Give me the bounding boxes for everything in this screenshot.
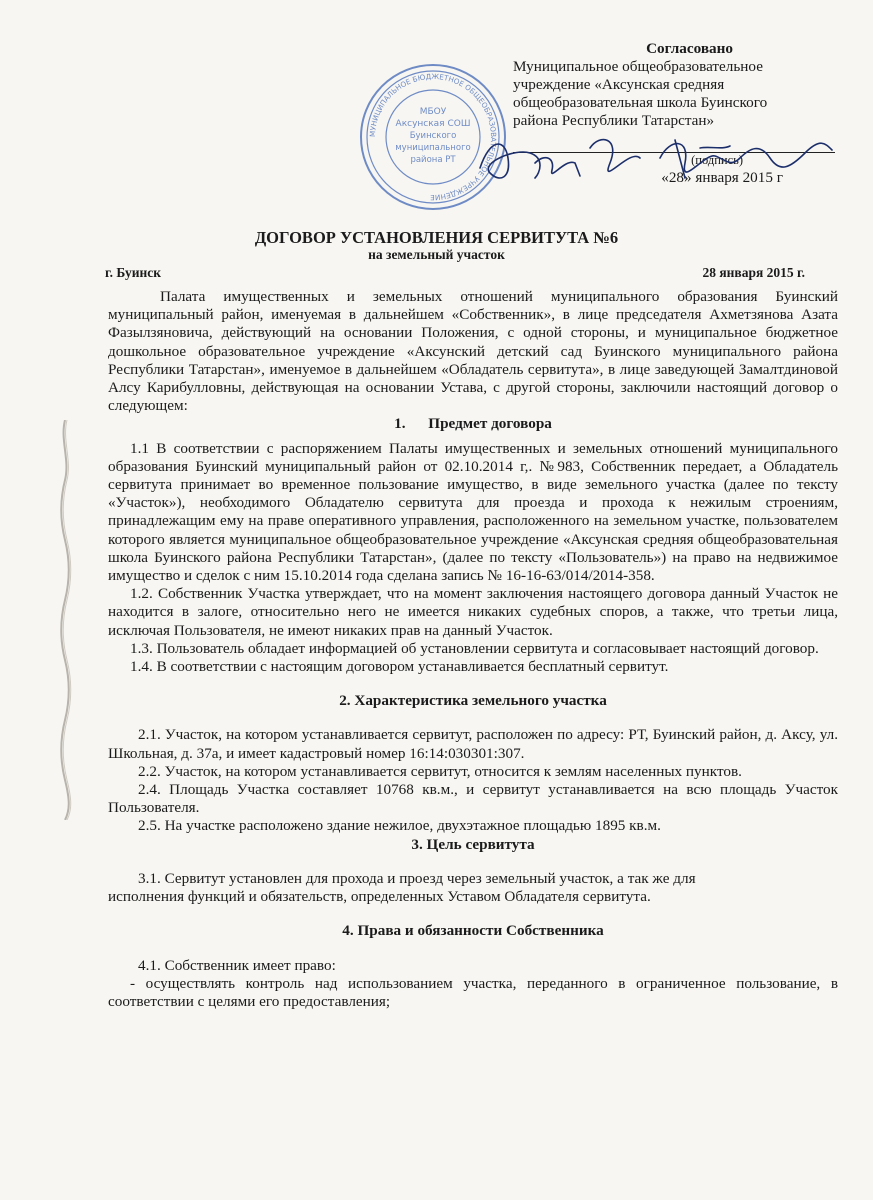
place-date-row — [105, 265, 805, 281]
document-city: г. Буинск — [105, 265, 162, 280]
section-heading: 2. Характеристика земельного участка — [339, 692, 607, 710]
approval-heading: Согласовано — [646, 40, 733, 57]
clause-paragraph: 1.2. Собственник Участка утверждает, что на момент заключения настоящего договора данный Участок не находится в залоге, относительно него не имеется никаких судебных споров, а также, что третьи лица, исключая Пользователя, не имеют никаких прав на данный Участок. — [108, 585, 838, 639]
clause-paragraph: 1.3. Пользователь обладает информацией об установлении сервитута и согласовывает настоящий договор. — [130, 639, 819, 657]
document-subtitle: на земельный участок — [368, 247, 505, 262]
clause-paragraph: 1.4. В соответствии с настоящим договором устанавливается бесплатный сервитут. — [130, 658, 669, 676]
clause-paragraph: 2.2. Участок, на котором устанавливается сервитут, относится к землям населенных пунктов. — [138, 762, 742, 780]
approval-date: «28» января 2015 г — [661, 169, 783, 186]
clause-paragraph: 2.1. Участок, на котором устанавливается сервитут, расположен по адресу: РТ, Буинский район, д. Аксу, ул. Школьная, д. 37а, и имеет кадастровый номер 16:14:030301:307. — [108, 726, 838, 762]
stamp-line: муниципального — [395, 143, 471, 153]
stamp-line: Буинского — [409, 131, 457, 141]
clause-line: исполнения функций и обязательств, определенных Уставом Обладателя сервитута. — [108, 888, 651, 906]
clause-paragraph: 2.4. Площадь Участка составляет 10768 кв.м., и сервитут устанавливается на всю площадь Участок Пользователя. — [108, 781, 838, 817]
binding-thread-icon — [58, 420, 72, 820]
document-date: 28 января 2015 г. — [702, 265, 805, 280]
approval-org-line: общеобразовательная школа Буинского — [513, 94, 768, 111]
section-number: 1. — [394, 415, 406, 433]
handwritten-signature-icon — [460, 128, 840, 188]
approval-org-line: учреждение «Аксунская средняя — [513, 76, 725, 93]
clause-paragraph: 1.1 В соответствии с распоряжением Палаты имущественных и земельных отношений муниципального образования Буинский муниципальный район от 02.10.2014 г,. №983, Собственник передает, а Обладатель сервитута принимает во временное пользование имущество, в виде земельного участка (далее по тексту «Участок»), необходимого Обладателю сервитута для проезда и прохода к нежилым строениям, принадлежащим ему на праве оперативного управления, расположенного на земельном участке, пользователем которого является муниципальное общеобразовательное учреждение «Аксунская средняя общеобразовательная школа Буинского района Республики Татарстан», (далее по тексту «Пользователь») на право на недвижимое имущество и сделок с ним 15.10.2014 года сделана запись № 16-16-63/014/2014-358. — [108, 439, 838, 585]
signature-caption: (подпись) — [691, 153, 743, 167]
intro-paragraph: Палата имущественных и земельных отношений муниципального образования Буинский муниципальный район, именуемая в дальнейшем «Собственник», в лице председателя Ахметзянова Азата Фазылзяновича, действующий на основании Положения, с одной стороны, и муниципальное бюджетное дошкольное образовательное учреждение «Аксунский детский сад Буинского муниципального района Республики Татарстан», именуемое в дальнейшем «Обладатель сервитута», в лице заведующей Замалтдиновой Алсу Карибулловны, действующая на основании Устава, с другой стороны, заключили настоящий договор о следующем: — [108, 288, 838, 415]
stamp-line: района РТ — [410, 155, 456, 165]
clause-paragraph: - осуществлять контроль над использованием участка, переданного в ограниченное пользование, в соответствии с целями его предоставления; — [108, 974, 838, 1010]
document-title: ДОГОВОР УСТАНОВЛЕНИЯ СЕРВИТУТА №6 — [254, 228, 619, 247]
section-heading — [108, 415, 838, 433]
document-body — [108, 288, 838, 1011]
clause-paragraph: 2.5. На участке расположено здание нежилое, двухэтажное площадью 1895 кв.м. — [138, 817, 661, 835]
clause-line: 3.1. Сервитут установлен для прохода и проезд через земельный участок, а так же для — [138, 869, 696, 887]
approval-org-line: Муниципальное общеобразовательное — [513, 58, 763, 75]
section-heading: 3. Цель сервитута — [411, 835, 535, 853]
clause-paragraph: 4.1. Собственник имеет право: — [138, 956, 336, 974]
section-title: Предмет договора — [428, 415, 552, 433]
approval-org-line: района Республики Татарстан» — [513, 112, 715, 129]
stamp-line: МБОУ — [419, 107, 447, 117]
section-heading: 4. Права и обязанности Собственника — [342, 922, 604, 940]
stamp-line: Аксунская СОШ — [395, 119, 471, 129]
stamp-ring-text: МУНИЦИПАЛЬНОЕ БЮДЖЕТНОЕ ОБЩЕОБРАЗОВАТЕЛЬНОЕ УЧРЕЖДЕНИЕ — [367, 71, 499, 203]
